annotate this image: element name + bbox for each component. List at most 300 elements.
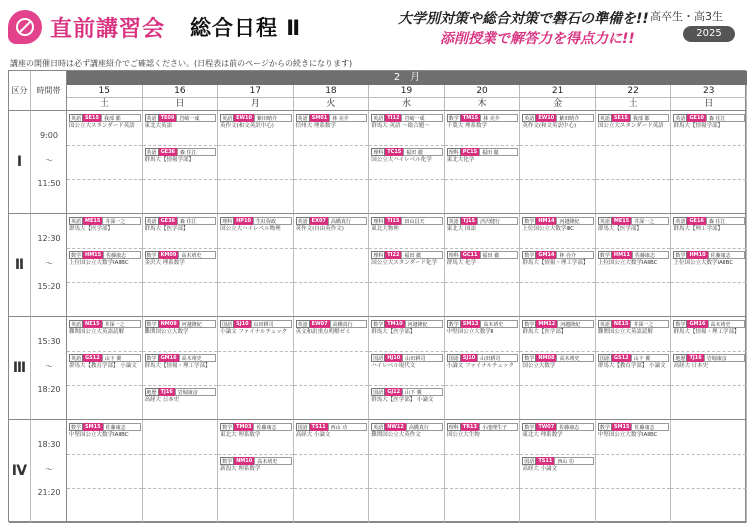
- course-entry[interactable]: [371, 320, 443, 350]
- subject-label: 地歴: [675, 356, 686, 362]
- subject-label: 数学: [524, 425, 535, 431]
- course-title: 群馬大【教育学部】 小論文: [69, 363, 137, 369]
- subject-label: 数学: [146, 356, 157, 362]
- course-entry[interactable]: [598, 423, 670, 453]
- slot-divider: [294, 282, 369, 283]
- course-code: TI22: [387, 252, 400, 258]
- slot-divider: [369, 385, 444, 386]
- time-start: 15:30: [37, 337, 61, 346]
- course-chip: [220, 457, 292, 465]
- course-entry[interactable]: [598, 251, 670, 281]
- course-code: TI15: [387, 218, 400, 224]
- course-code: EW07: [311, 321, 328, 327]
- course-title: 群馬大【医学部】: [597, 226, 642, 232]
- course-chip: [371, 354, 443, 362]
- course-entry[interactable]: [69, 320, 141, 350]
- course-entry[interactable]: [371, 251, 443, 281]
- course-entry[interactable]: [220, 423, 292, 453]
- course-entry[interactable]: [296, 217, 368, 247]
- subject-label: 数学: [524, 219, 535, 225]
- course-entry[interactable]: [371, 354, 443, 384]
- teacher-name: 山下 翼: [102, 354, 141, 362]
- course-entry[interactable]: [447, 114, 519, 144]
- subject-label: 地歴: [146, 390, 157, 396]
- slot-divider: [369, 282, 444, 283]
- subject-label: 理科: [373, 253, 384, 259]
- course-title: 群馬大【医学部】: [144, 226, 189, 232]
- slot-divider: [596, 282, 671, 283]
- teacher-name: 森 住江: [706, 114, 745, 122]
- course-code: NW12: [387, 424, 404, 430]
- slot-divider: [369, 179, 444, 180]
- teacher-name: 渋沢健行: [477, 217, 518, 225]
- slot-divider: [218, 179, 293, 180]
- course-chip: [220, 423, 292, 431]
- subject-label: 国語: [297, 425, 308, 431]
- course-entry[interactable]: [598, 217, 670, 247]
- time-range: [31, 420, 67, 523]
- slot-divider: [294, 179, 369, 180]
- teacher-name: 高橋真行: [328, 217, 367, 225]
- subject-label: 理科: [448, 425, 459, 431]
- slot-divider: [143, 351, 218, 352]
- course-chip: [145, 217, 217, 225]
- course-code: SJ10: [462, 355, 476, 361]
- year-badge: 2025: [683, 26, 735, 42]
- date-cell: 22: [596, 85, 672, 98]
- course-entry[interactable]: [598, 114, 670, 144]
- course-chip: [447, 251, 519, 259]
- course-code: SM13: [462, 321, 479, 327]
- time-tilde: 〜: [45, 259, 53, 268]
- slot-divider: [520, 282, 595, 283]
- subject-label: 数学: [524, 253, 535, 259]
- course-entry[interactable]: [145, 320, 217, 350]
- page-subtitle: 総合日程 Ⅱ: [190, 16, 302, 40]
- teacher-name: 井深一之: [102, 320, 141, 328]
- slot-divider: [596, 454, 671, 455]
- subject-label: 数学: [222, 425, 233, 431]
- teacher-name: 山下 翼: [402, 388, 443, 396]
- subject-label: 英語: [222, 116, 233, 122]
- slot-divider: [369, 248, 444, 249]
- subject-label: 数学: [599, 425, 610, 431]
- date-cell: 16: [143, 85, 219, 98]
- subject-label: 英語: [599, 219, 610, 225]
- teacher-name: 林 亮介: [329, 114, 367, 122]
- slot-divider: [671, 454, 746, 455]
- course-entry[interactable]: [371, 217, 443, 247]
- schedule-table: [8, 70, 746, 522]
- course-title: 上位国公立大数学ⅠAⅡBC: [597, 260, 658, 266]
- teacher-name: 佐藤康志: [631, 423, 669, 431]
- course-title: 千葉大 理系数学: [446, 123, 488, 129]
- time-end: 21:20: [37, 488, 61, 497]
- course-chip: [522, 457, 594, 465]
- course-title: 中堅国公立大数学ⅠAⅡBC: [597, 432, 658, 438]
- subject-label: 数学: [524, 356, 535, 362]
- course-code: KM09: [160, 252, 177, 258]
- slot-divider: [67, 179, 142, 180]
- teacher-name: 森 住江: [177, 148, 216, 156]
- course-entry[interactable]: [145, 251, 217, 281]
- course-title: 難関国公立大英語読解: [597, 329, 653, 335]
- course-entry[interactable]: [673, 354, 745, 384]
- course-entry[interactable]: [371, 114, 443, 144]
- subject-label: 国語: [222, 322, 233, 328]
- course-entry[interactable]: [673, 217, 745, 247]
- slot-divider: [294, 248, 369, 249]
- course-entry[interactable]: [145, 114, 217, 144]
- period-label: Ⅰ: [9, 111, 31, 214]
- course-title: 群馬大【教育学部】 小論文: [597, 363, 666, 369]
- teacher-name: 福田 徹: [480, 251, 519, 259]
- slot-divider: [596, 385, 671, 386]
- course-title: 難関国公立大英作文: [371, 432, 421, 438]
- course-entry[interactable]: [145, 148, 217, 178]
- course-title: 東北大化学: [446, 157, 475, 163]
- teacher-name: 佐藤康志: [253, 423, 291, 431]
- teacher-name: 福田 徹: [479, 148, 518, 156]
- course-code: NM10: [236, 458, 253, 464]
- course-entry[interactable]: [220, 217, 292, 247]
- teacher-name: 山田耕司: [477, 354, 518, 362]
- teacher-name: 林 亮介: [556, 251, 593, 259]
- course-chip: [522, 114, 594, 122]
- slot-divider: [218, 145, 293, 146]
- course-entry[interactable]: [447, 148, 519, 178]
- course-entry[interactable]: [69, 114, 141, 144]
- course-title: 小論文 ファイナルチェック: [446, 363, 514, 369]
- course-code: GE36: [160, 149, 176, 155]
- course-code: TJ16: [160, 389, 173, 395]
- course-chip: [371, 114, 443, 122]
- slot-divider: [218, 385, 293, 386]
- course-entry[interactable]: [522, 457, 594, 487]
- weekday-cell: 月: [218, 98, 294, 111]
- teacher-name: 高木靖史: [178, 251, 216, 259]
- course-code: GM16: [689, 321, 706, 327]
- slot-divider: [445, 179, 520, 180]
- slot-divider: [520, 454, 595, 455]
- teacher-name: 高橋真行: [330, 320, 368, 328]
- course-code: NM09: [160, 321, 177, 327]
- course-chip: [673, 320, 745, 328]
- course-title: 信州大 理系数学: [295, 123, 336, 129]
- slot-divider: [294, 145, 369, 146]
- course-code: SM15: [613, 424, 630, 430]
- course-title: 東北大英語: [144, 123, 173, 129]
- course-chip: [145, 114, 217, 122]
- course-code: GS12: [85, 355, 100, 361]
- slot-divider: [369, 351, 444, 352]
- course-chip: [145, 354, 217, 362]
- teacher-name: 河越隆紀: [556, 217, 593, 225]
- teacher-name: 高木靖史: [708, 320, 745, 328]
- course-entry[interactable]: [447, 320, 519, 350]
- weekday-cell: 火: [294, 98, 370, 111]
- course-code: TM10: [387, 321, 403, 327]
- course-title: 上位国公立大数学ⅠAⅡBC: [673, 260, 734, 266]
- course-entry[interactable]: [522, 423, 594, 453]
- course-entry[interactable]: [69, 354, 141, 384]
- subject-label: 英語: [599, 322, 610, 328]
- subject-label: 英語: [297, 219, 308, 225]
- course-code: TR13: [462, 424, 477, 430]
- course-code: HM10: [689, 252, 706, 258]
- course-title: 群馬大 英語 〜総合題〜: [371, 123, 430, 129]
- teacher-name: 生紅弥政: [253, 217, 292, 225]
- course-chip: [598, 217, 670, 225]
- course-title: 東北大 理系数学: [522, 432, 563, 438]
- course-chip: [371, 423, 443, 431]
- course-title: 小論文 ファイナルチェック: [220, 329, 288, 335]
- course-chip: [371, 388, 443, 396]
- course-entry[interactable]: [296, 114, 368, 144]
- course-code: TE09: [160, 115, 175, 121]
- course-entry[interactable]: [447, 251, 519, 281]
- time-range: [31, 111, 67, 214]
- course-chip: [220, 217, 292, 225]
- course-entry[interactable]: [296, 320, 368, 350]
- schedule-note: 講座の開催日時は必ず講座紹介でご確認ください。(日程表は前のページからの続きになります): [10, 59, 353, 68]
- course-chip: [371, 251, 443, 259]
- subject-label: 国語: [599, 356, 610, 362]
- course-entry[interactable]: [220, 114, 292, 144]
- course-code: GS12: [613, 355, 629, 361]
- course-chip: [673, 217, 745, 225]
- slot-divider: [143, 282, 218, 283]
- course-title: 英作文(自由英作文): [295, 226, 344, 232]
- subject-label: 英語: [373, 116, 384, 122]
- course-entry[interactable]: [522, 114, 594, 144]
- course-title: 高経大 小論文: [522, 466, 558, 472]
- slot-divider: [143, 248, 218, 249]
- day-cell: [143, 420, 219, 523]
- slot-divider: [445, 282, 520, 283]
- teacher-name: 井深一之: [631, 217, 669, 225]
- course-entry[interactable]: [220, 320, 292, 350]
- slot-divider: [520, 145, 595, 146]
- course-code: SM15: [85, 424, 101, 430]
- course-code: HM11: [613, 252, 631, 258]
- course-code: TW07: [538, 424, 555, 430]
- subject-label: 国語: [524, 459, 535, 465]
- teacher-name: 岩崎一成: [176, 114, 216, 122]
- slot-divider: [143, 385, 218, 386]
- subject-label: 数学: [71, 253, 82, 259]
- teacher-name: 高木靖史: [480, 320, 518, 328]
- slot-divider: [218, 248, 293, 249]
- course-entry[interactable]: [447, 354, 519, 384]
- course-entry[interactable]: [522, 217, 594, 247]
- page-title: 直前講習会: [50, 17, 166, 42]
- teacher-name: 山下 翼: [631, 354, 670, 362]
- subject-label: 数学: [146, 322, 157, 328]
- teacher-name: 佐藤康志: [103, 423, 141, 431]
- course-title: 難関国公立大英語読解: [69, 329, 125, 335]
- slot-divider: [671, 385, 746, 386]
- weekday-cell: 水: [369, 98, 445, 111]
- course-title: 中堅国公立大数学Ⅱ: [446, 329, 494, 335]
- course-title: 英作文(和文英訳中心): [220, 123, 274, 129]
- teacher-name: 高橋真行: [406, 423, 443, 431]
- course-chip: [598, 354, 670, 362]
- slot-divider: [143, 179, 218, 180]
- slot-divider: [67, 248, 142, 249]
- course-entry[interactable]: [371, 423, 443, 453]
- course-title: 東北大 国語: [446, 226, 477, 232]
- course-code: GE10: [689, 115, 704, 121]
- time-end: 18:20: [37, 385, 61, 394]
- course-code: GC11: [462, 252, 478, 258]
- course-entry[interactable]: [673, 114, 745, 144]
- course-title: 上位国公立大数学ⅢC: [522, 226, 574, 232]
- course-chip: [447, 354, 519, 362]
- teacher-name: 河越隆紀: [405, 320, 443, 328]
- teacher-name: 我部 都: [630, 114, 670, 122]
- slot-divider: [520, 385, 595, 386]
- course-chip: [371, 148, 443, 156]
- course-title: 群馬大【情報・理工学部】: [673, 329, 740, 335]
- course-code: TM15: [462, 115, 479, 121]
- teacher-name: 河越隆紀: [179, 320, 216, 328]
- course-entry[interactable]: [145, 217, 217, 247]
- slot-divider: [596, 248, 671, 249]
- subject-label: 数学: [71, 425, 82, 431]
- course-title: 群馬大【情報学部】: [144, 157, 195, 163]
- slot-divider: [294, 385, 369, 386]
- teacher-name: 西山 功: [554, 457, 594, 465]
- course-code: SE15: [613, 115, 628, 121]
- slot-divider: [369, 145, 444, 146]
- course-entry[interactable]: [522, 354, 594, 384]
- course-code: NM08: [538, 355, 555, 361]
- slot-divider: [445, 248, 520, 249]
- course-code: EW10: [236, 115, 253, 121]
- teacher-name: 高木靖史: [556, 354, 593, 362]
- course-title: 上位国公立大数学ⅠAⅡBC: [69, 260, 129, 266]
- weekday-cell: 日: [143, 98, 219, 111]
- course-code: TJ15: [462, 218, 476, 224]
- course-title: 国公立大ハイレベル物理: [220, 226, 281, 232]
- course-entry[interactable]: [145, 354, 217, 384]
- course-title: 高経大 小論文: [295, 432, 331, 438]
- period-label: Ⅳ: [9, 420, 31, 523]
- slot-divider: [596, 351, 671, 352]
- slot-divider: [294, 351, 369, 352]
- course-entry[interactable]: [598, 354, 670, 384]
- teacher-name: 佐藤康志: [708, 251, 745, 259]
- course-chip: [598, 114, 670, 122]
- slot-divider: [671, 248, 746, 249]
- course-entry[interactable]: [447, 423, 519, 453]
- subject-label: 英語: [675, 116, 686, 122]
- slot-divider: [520, 179, 595, 180]
- slot-divider: [67, 385, 142, 386]
- subject-label: 英語: [71, 322, 82, 328]
- slot-divider: [143, 454, 218, 455]
- course-entry[interactable]: [598, 320, 670, 350]
- teacher-name: 森 住江: [706, 217, 745, 225]
- weekday-cell: 土: [67, 98, 143, 111]
- course-chip: [145, 388, 217, 396]
- subject-label: 数学: [524, 322, 535, 328]
- course-entry[interactable]: [522, 320, 594, 350]
- slot-divider: [671, 351, 746, 352]
- course-entry[interactable]: [522, 251, 594, 281]
- course-entry[interactable]: [371, 388, 443, 418]
- page-header: [0, 0, 750, 52]
- logo-icon: [8, 10, 42, 44]
- course-chip: [69, 114, 141, 122]
- course-entry[interactable]: [220, 457, 292, 487]
- teacher-name: 森 住江: [177, 217, 216, 225]
- course-entry[interactable]: [296, 423, 368, 453]
- course-entry[interactable]: [69, 217, 141, 247]
- course-title: 高経大 日本史: [673, 363, 709, 369]
- period-label: Ⅲ: [9, 317, 31, 420]
- weekday-cell: 日: [671, 98, 747, 111]
- teacher-name: 紫田晴介: [556, 114, 594, 122]
- subject-label: 英語: [146, 150, 157, 156]
- course-chip: [371, 320, 443, 328]
- course-code: SJ10: [236, 321, 249, 327]
- time-tilde: 〜: [45, 362, 53, 371]
- course-chip: [145, 251, 217, 259]
- course-chip: [522, 423, 594, 431]
- teacher-name: 我部 都: [101, 114, 141, 122]
- slot-divider: [218, 454, 293, 455]
- course-chip: [673, 114, 745, 122]
- course-entry[interactable]: [371, 148, 443, 178]
- course-entry[interactable]: [447, 217, 519, 247]
- slot-divider: [445, 385, 520, 386]
- course-title: 国公立大ハイレベル化学: [371, 157, 432, 163]
- subject-label: 英語: [71, 116, 82, 122]
- teacher-name: 高木靖史: [179, 354, 216, 362]
- teacher-name: 小池理生子: [479, 423, 518, 431]
- slot-divider: [67, 282, 142, 283]
- course-code: ME15: [85, 218, 101, 224]
- teacher-name: 紫田晴介: [254, 114, 292, 122]
- teacher-name: 山田耕司: [402, 354, 443, 362]
- course-chip: [296, 114, 368, 122]
- course-title: 国公立大生物: [446, 432, 480, 438]
- slot-divider: [671, 145, 746, 146]
- course-code: TI12: [387, 115, 400, 121]
- course-chip: [447, 148, 519, 156]
- slot-divider: [520, 351, 595, 352]
- slot-divider: [520, 248, 595, 249]
- course-title: 高経大 日本史: [144, 397, 180, 403]
- subject-label: 数学: [675, 322, 686, 328]
- course-entry[interactable]: [69, 251, 141, 281]
- tagline-1: 大学別対策や総合対策で磐石の準備を!!: [398, 11, 649, 27]
- course-entry[interactable]: [69, 423, 141, 453]
- subject-label: 国語: [373, 390, 384, 396]
- slot-divider: [596, 488, 671, 489]
- course-entry[interactable]: [673, 251, 745, 281]
- course-code: TS11: [311, 424, 326, 430]
- teacher-name: 佐藤康志: [632, 251, 669, 259]
- time-start: 18:30: [37, 440, 61, 449]
- date-cell: 21: [520, 85, 596, 98]
- course-entry[interactable]: [145, 388, 217, 418]
- course-title: 金沢大 理系数学: [144, 260, 185, 266]
- subject-label: 英語: [297, 322, 308, 328]
- course-entry[interactable]: [673, 320, 745, 350]
